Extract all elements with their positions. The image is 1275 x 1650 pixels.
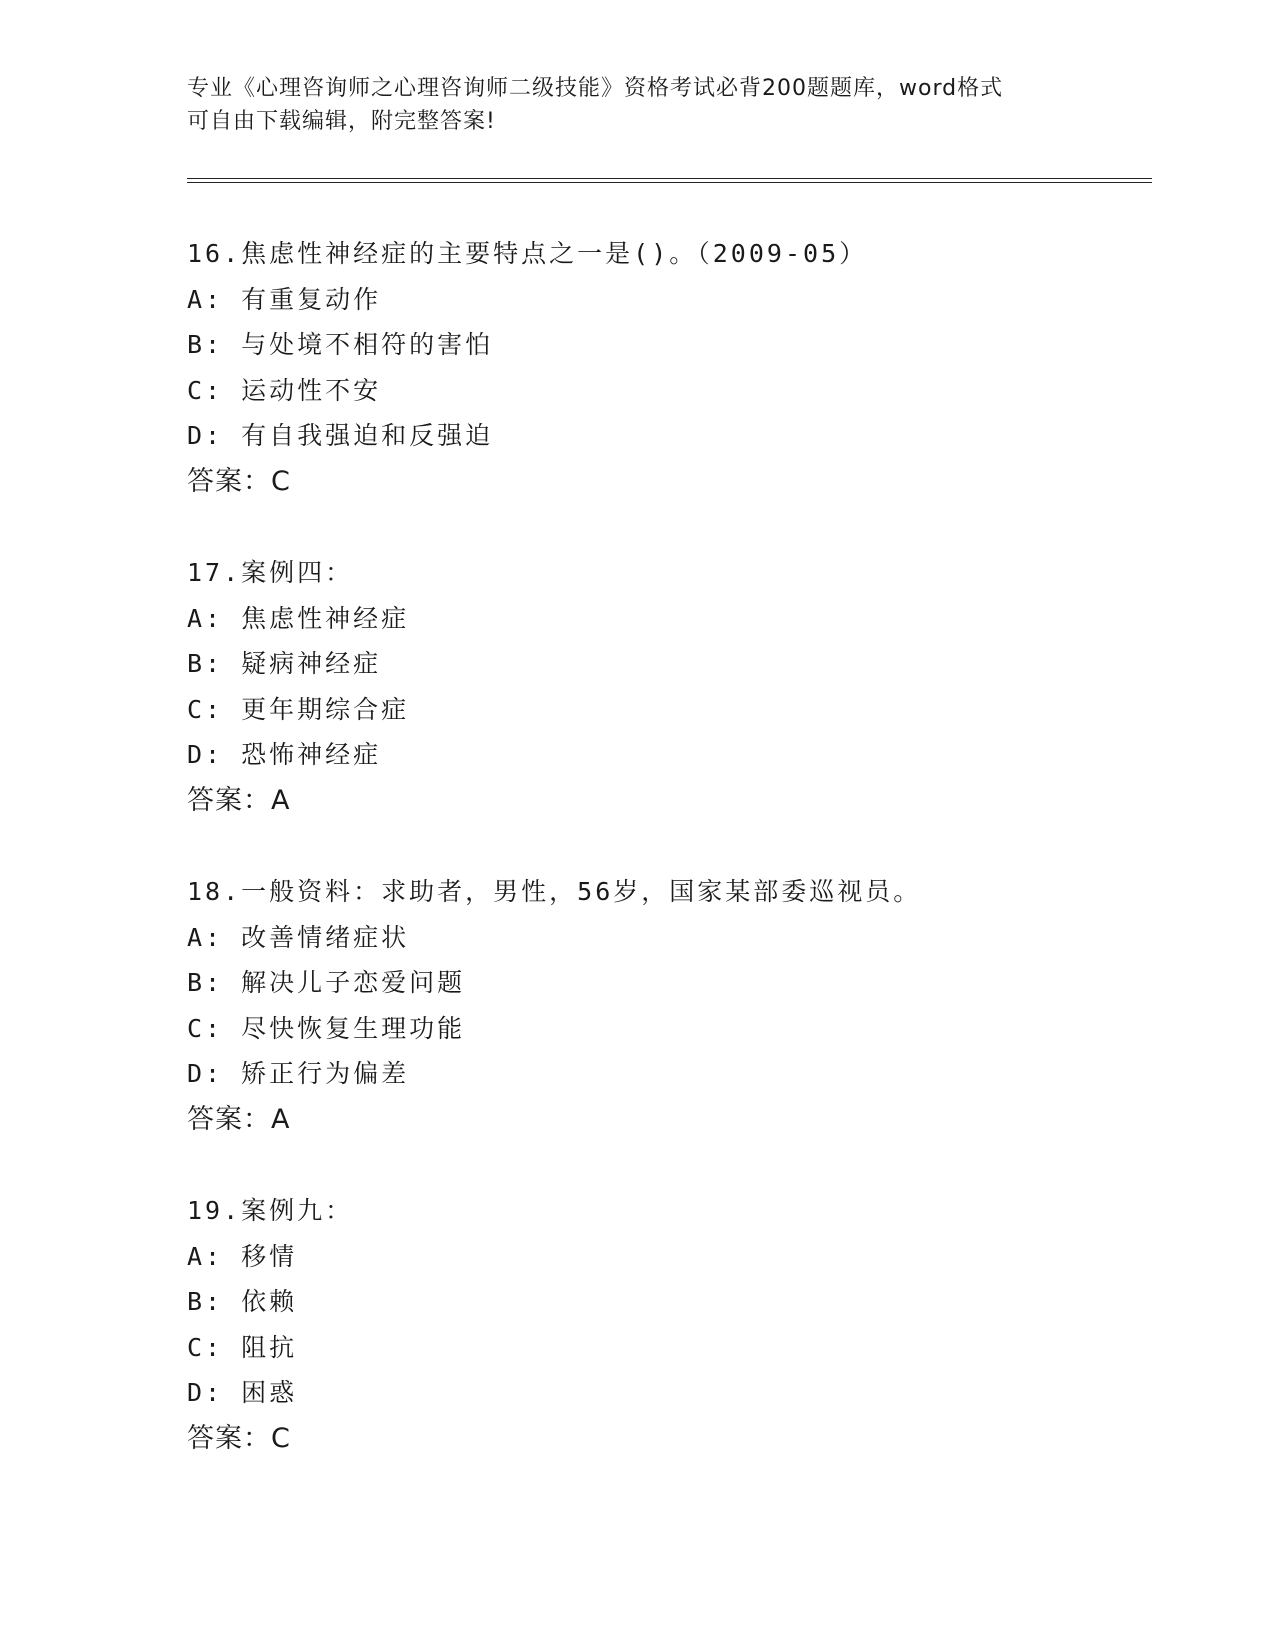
option-d: D: 有自我强迫和反强迫: [187, 421, 494, 450]
option-b: B: 与处境不相符的害怕: [187, 330, 494, 359]
option-b: B: 疑病神经症: [187, 649, 382, 678]
answer: 答案：C: [187, 465, 291, 497]
option-b: B: 依赖: [187, 1287, 298, 1316]
option-c: C: 阻抗: [187, 1332, 298, 1362]
option-a: A: 焦虑性神经症: [187, 603, 410, 633]
question-17: [187, 550, 1147, 823]
question-stem: 18.一般资料：求助者，男性，56岁，国家某部委巡视员。: [187, 877, 922, 906]
question-18: [187, 869, 1147, 1142]
option-b: B: 解决儿子恋爱问题: [187, 968, 466, 997]
question-stem: 19.案例九：: [187, 1196, 354, 1225]
answer: 答案：A: [187, 1103, 291, 1135]
answer: 答案：A: [187, 784, 291, 816]
header-divider-bottom: [187, 182, 1152, 183]
question-19: [187, 1188, 1147, 1461]
option-d: D: 恐怖神经症: [187, 740, 382, 769]
option-a: A: 有重复动作: [187, 284, 382, 314]
option-a: A: 移情: [187, 1241, 298, 1271]
header-divider-top: [187, 178, 1152, 179]
option-a: A: 改善情绪症状: [187, 922, 410, 952]
option-d: D: 矫正行为偏差: [187, 1059, 410, 1088]
option-c: C: 尽快恢复生理功能: [187, 1013, 466, 1043]
option-c: C: 更年期综合症: [187, 694, 410, 724]
document-header: [187, 72, 1087, 138]
question-16: [187, 231, 1147, 504]
answer: 答案：C: [187, 1422, 291, 1454]
option-c: C: 运动性不安: [187, 375, 382, 405]
header-line-2: 可自由下载编辑，附完整答案!: [187, 109, 496, 134]
question-stem: 16.焦虑性神经症的主要特点之一是()。（2009-05）: [187, 239, 868, 268]
option-d: D: 困惑: [187, 1378, 298, 1407]
header-line-1: 专业《心理咨询师之心理咨询师二级技能》资格考试必背200题题库，word格式: [187, 76, 1004, 101]
question-stem: 17.案例四：: [187, 558, 354, 587]
